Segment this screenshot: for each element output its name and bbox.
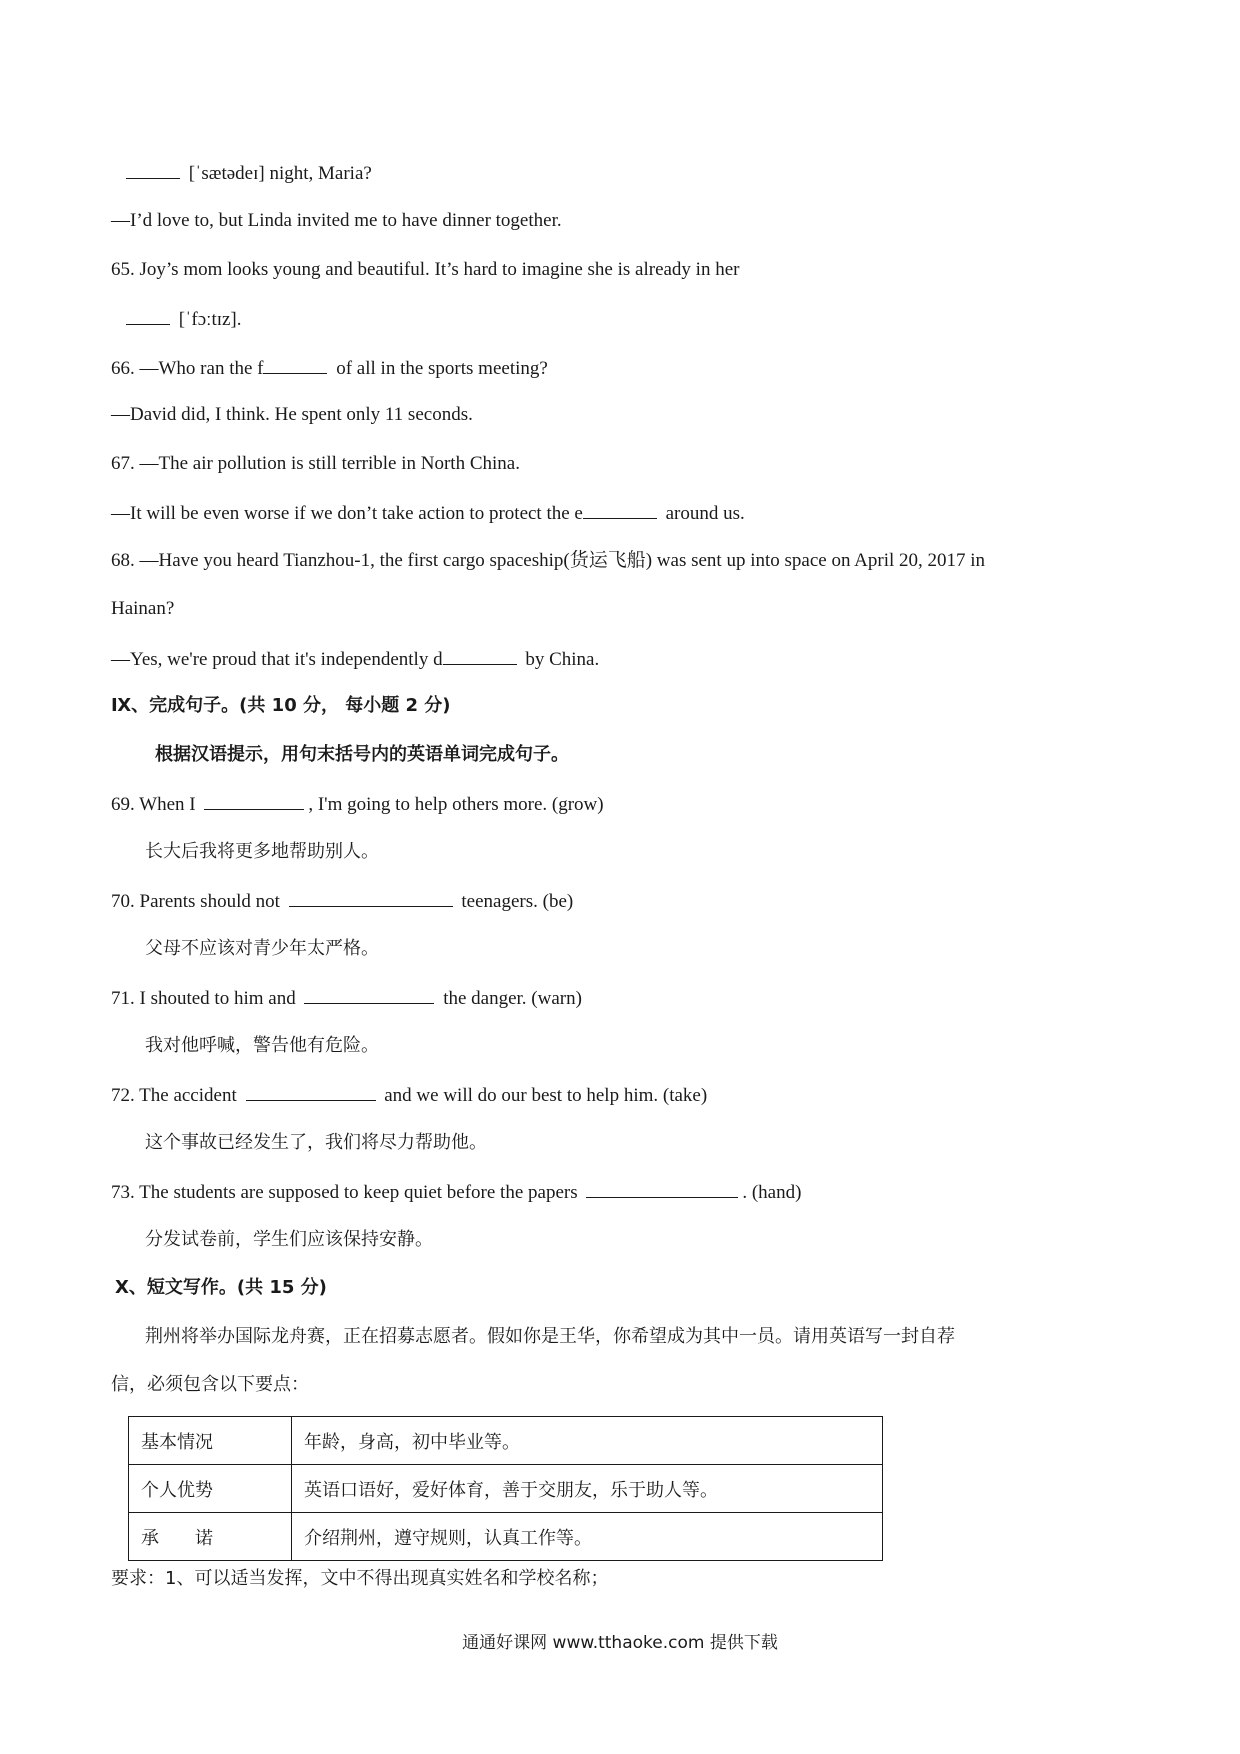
q68-prefix: —Yes, we're proud that it's independently d [111, 649, 443, 670]
section10-prompt-line1: 荆州将举办国际龙舟赛，正在招募志愿者。假如你是王华，你希望成为其中一员。请用英语写一封自荐 [145, 1326, 955, 1347]
q64-phonetic: [ˈsætədeɪ] night, Maria? [188, 163, 372, 184]
q69-prefix: 69. When I [111, 794, 196, 815]
q65-blank[interactable] [126, 306, 170, 325]
q64-blank[interactable] [126, 160, 180, 179]
q67-stem: 67. —The air pollution is still terrible in North China. [111, 453, 520, 474]
section10-prompt-line2: 信，必须包含以下要点： [111, 1374, 309, 1395]
table-value: 年龄，身高，初中毕业等。 [292, 1417, 883, 1465]
q72-blank[interactable] [246, 1082, 376, 1101]
section9-title: Ⅸ、完成句子。(共 10 分， 每小题 2 分) [111, 695, 451, 716]
q69-suffix: , I'm going to help others more. (grow) [308, 794, 604, 815]
q71-stem [111, 985, 582, 1011]
section10-requirement: 要求：1、可以适当发挥，文中不得出现真实姓名和学校名称； [111, 1568, 609, 1589]
q71-blank[interactable] [304, 985, 434, 1004]
q67-suffix: around us. [665, 503, 745, 524]
q67-prefix: —It will be even worse if we don’t take action to protect the e [111, 503, 583, 524]
q66-prefix: 66. —Who ran the f [111, 358, 264, 379]
q70-chinese: 父母不应该对青少年太严格。 [145, 938, 379, 959]
q65-line [122, 306, 242, 332]
q73-prefix: 73. The students are supposed to keep quiet before the papers [111, 1182, 578, 1203]
q70-suffix: teenagers. (be) [461, 891, 574, 912]
q68-stem2: Hainan? [111, 598, 175, 619]
table-value: 英语口语好，爱好体育，善于交朋友，乐于助人等。 [292, 1465, 883, 1513]
q72-prefix: 72. The accident [111, 1085, 237, 1106]
q65-stem: 65. Joy’s mom looks young and beautiful. It’s hard to imagine she is already in her [111, 259, 740, 280]
table-row [129, 1513, 883, 1561]
q64-line [122, 160, 372, 186]
q66-blank[interactable] [263, 355, 327, 374]
table-row [129, 1417, 883, 1465]
q73-stem [111, 1179, 801, 1205]
q66-answer: —David did, I think. He spent only 11 seconds. [111, 404, 473, 425]
table-key: 承 诺 [129, 1513, 292, 1561]
q71-chinese: 我对他呼喊，警告他有危险。 [145, 1035, 379, 1056]
section9-instruction: 根据汉语提示，用句末括号内的英语单词完成句子。 [155, 744, 569, 765]
q70-blank[interactable] [289, 888, 453, 907]
q73-chinese: 分发试卷前，学生们应该保持安静。 [145, 1229, 433, 1250]
requirements-table [128, 1416, 883, 1561]
q73-suffix: . (hand) [742, 1182, 802, 1203]
q71-suffix: the danger. (warn) [443, 988, 582, 1009]
q70-prefix: 70. Parents should not [111, 891, 280, 912]
q73-blank[interactable] [586, 1179, 738, 1198]
q72-stem [111, 1082, 707, 1108]
q65-phonetic: [ˈfɔːtɪz]. [178, 309, 242, 330]
q69-chinese: 长大后我将更多地帮助别人。 [145, 841, 379, 862]
table-row [129, 1465, 883, 1513]
q68-blank[interactable] [443, 646, 517, 665]
q68-suffix: by China. [525, 649, 600, 670]
q66-suffix: of all in the sports meeting? [336, 358, 548, 379]
q66-stem [111, 355, 548, 381]
table-key: 个人优势 [129, 1465, 292, 1513]
q69-blank[interactable] [204, 791, 304, 810]
q72-suffix: and we will do our best to help him. (take) [384, 1085, 708, 1106]
table-value: 介绍荆州，遵守规则，认真工作等。 [292, 1513, 883, 1561]
q70-stem [111, 888, 573, 914]
table-key: 基本情况 [129, 1417, 292, 1465]
section10-title: Ⅹ、短文写作。(共 15 分) [115, 1277, 327, 1298]
q64-answer: —I’d love to, but Linda invited me to have dinner together. [111, 210, 562, 231]
page-footer: 通通好课网 www.tthaoke.com 提供下载 [462, 1633, 778, 1653]
q67-answer [111, 500, 745, 526]
q68-answer [111, 646, 599, 672]
q72-chinese: 这个事故已经发生了，我们将尽力帮助他。 [145, 1132, 487, 1153]
q67-blank[interactable] [583, 500, 657, 519]
q71-prefix: 71. I shouted to him and [111, 988, 296, 1009]
q68-stem: 68. —Have you heard Tianzhou-1, the first cargo spaceship(货运飞船) was sent up into space on April 20, 2017 in [111, 550, 986, 571]
q69-stem [111, 791, 604, 817]
